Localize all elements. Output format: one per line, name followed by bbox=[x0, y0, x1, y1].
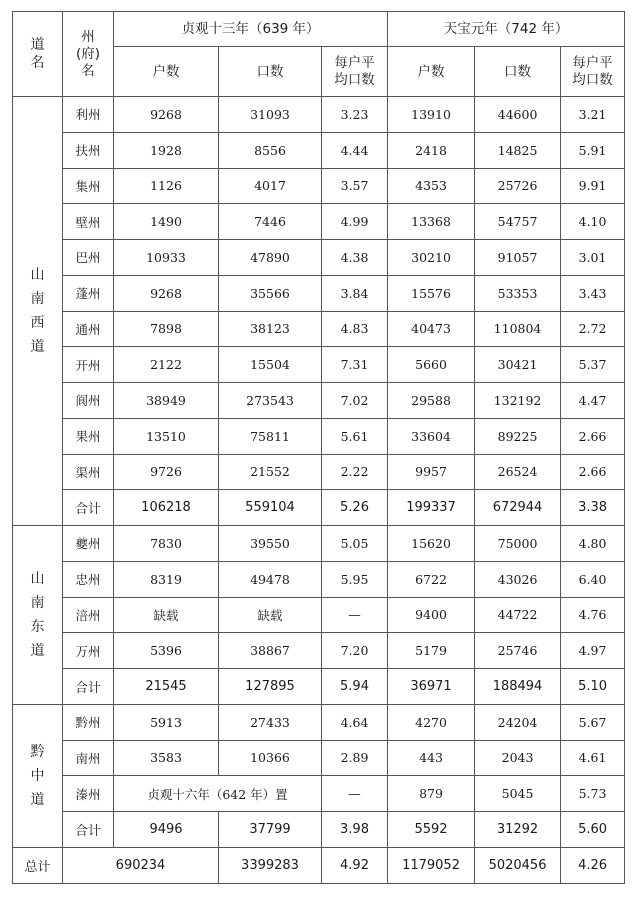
grand-total-row bbox=[13, 847, 625, 883]
kou-2-cell: 54757 bbox=[475, 204, 561, 240]
header-period-tianbao: 天宝元年（742 年） bbox=[388, 12, 625, 47]
hu-2-cell: 30210 bbox=[388, 240, 475, 276]
kou-1-cell: 缺载 bbox=[219, 597, 322, 633]
total-h1-cell: 9496 bbox=[114, 812, 219, 848]
hu-2-cell: 4353 bbox=[388, 168, 475, 204]
header-dao-char: 道 bbox=[30, 37, 45, 53]
avg-1-cell: 4.44 bbox=[322, 132, 388, 168]
zhou-name-cell: 开州 bbox=[63, 347, 114, 383]
avg-2-cell: 5.67 bbox=[561, 704, 625, 740]
zhou-name-cell: 蓬州 bbox=[63, 275, 114, 311]
hu-1-cell: 7898 bbox=[114, 311, 219, 347]
dao-name-char: 南 bbox=[30, 291, 45, 307]
kou-2-cell: 24204 bbox=[475, 704, 561, 740]
total-a2-cell: 5.60 bbox=[561, 812, 625, 848]
kou-1-cell: 47890 bbox=[219, 240, 322, 276]
kou-2-cell: 44722 bbox=[475, 597, 561, 633]
zhou-name-cell: 渠州 bbox=[63, 454, 114, 490]
kou-1-cell: 49478 bbox=[219, 561, 322, 597]
population-table bbox=[12, 11, 625, 884]
total-label-cell: 合计 bbox=[63, 669, 114, 705]
avg-1-cell: 4.83 bbox=[322, 311, 388, 347]
avg-1-cell: — bbox=[322, 776, 388, 812]
total-row bbox=[13, 490, 625, 526]
hu-1-cell: 9268 bbox=[114, 97, 219, 133]
avg-1-cell: 4.38 bbox=[322, 240, 388, 276]
total-a2-cell: 5.10 bbox=[561, 669, 625, 705]
kou-1-cell: 15504 bbox=[219, 347, 322, 383]
avg-2-cell: 3.01 bbox=[561, 240, 625, 276]
total-h1-cell: 21545 bbox=[114, 669, 219, 705]
kou-1-cell: 38867 bbox=[219, 633, 322, 669]
zhou-name-cell: 利州 bbox=[63, 97, 114, 133]
kou-2-cell: 25746 bbox=[475, 633, 561, 669]
avg-1-cell: 2.89 bbox=[322, 740, 388, 776]
avg-2-cell: 5.37 bbox=[561, 347, 625, 383]
avg-2-cell: 4.61 bbox=[561, 740, 625, 776]
hu-1-cell: 1928 bbox=[114, 132, 219, 168]
kou-2-cell: 44600 bbox=[475, 97, 561, 133]
zhou-name-cell: 巴州 bbox=[63, 240, 114, 276]
table-row bbox=[13, 204, 625, 240]
avg-1-cell: 7.31 bbox=[322, 347, 388, 383]
grand-total-a1-cell: 4.92 bbox=[322, 847, 388, 883]
total-h2-cell: 36971 bbox=[388, 669, 475, 705]
avg-2-cell: 6.40 bbox=[561, 561, 625, 597]
hu-2-cell: 33604 bbox=[388, 418, 475, 454]
header-dao bbox=[13, 12, 63, 97]
table-row bbox=[13, 526, 625, 562]
header-zhou-line: 名 bbox=[81, 62, 95, 79]
kou-2-cell: 30421 bbox=[475, 347, 561, 383]
hu-1-cell: 3583 bbox=[114, 740, 219, 776]
header-avg-line: 均口数 bbox=[572, 71, 613, 88]
avg-2-cell: 3.21 bbox=[561, 97, 625, 133]
table-row bbox=[13, 347, 625, 383]
header-period-zhenguan: 贞观十三年（639 年） bbox=[114, 12, 388, 47]
note-cell: 贞观十六年（642 年）置 bbox=[114, 776, 322, 812]
dao-name-char: 南 bbox=[30, 594, 45, 611]
zhou-name-cell: 万州 bbox=[63, 633, 114, 669]
kou-1-cell: 273543 bbox=[219, 383, 322, 419]
avg-2-cell: 2.66 bbox=[561, 418, 625, 454]
kou-2-cell: 91057 bbox=[475, 240, 561, 276]
hu-2-cell: 879 bbox=[388, 776, 475, 812]
total-label-cell: 合计 bbox=[63, 812, 114, 848]
table-row bbox=[13, 383, 625, 419]
avg-1-cell: 4.99 bbox=[322, 204, 388, 240]
table-row bbox=[13, 561, 625, 597]
kou-1-cell: 8556 bbox=[219, 132, 322, 168]
hu-2-cell: 5179 bbox=[388, 633, 475, 669]
zhou-name-cell: 夔州 bbox=[63, 526, 114, 562]
hu-1-cell: 9726 bbox=[114, 454, 219, 490]
avg-1-cell: 5.05 bbox=[322, 526, 388, 562]
dao-name-char: 山 bbox=[30, 570, 45, 587]
avg-2-cell: 4.76 bbox=[561, 597, 625, 633]
table-row bbox=[13, 633, 625, 669]
dao-name-cell bbox=[13, 97, 63, 526]
avg-2-cell: 2.66 bbox=[561, 454, 625, 490]
hu-1-cell: 5396 bbox=[114, 633, 219, 669]
hu-1-cell: 缺载 bbox=[114, 597, 219, 633]
avg-2-cell: 2.72 bbox=[561, 311, 625, 347]
hu-1-cell: 9268 bbox=[114, 275, 219, 311]
hu-2-cell: 4270 bbox=[388, 704, 475, 740]
kou-1-cell: 10366 bbox=[219, 740, 322, 776]
total-row bbox=[13, 669, 625, 705]
table-row bbox=[13, 704, 625, 740]
hu-1-cell: 7830 bbox=[114, 526, 219, 562]
grand-total-h1-cell: 690234 bbox=[63, 847, 219, 883]
hu-2-cell: 15576 bbox=[388, 275, 475, 311]
kou-2-cell: 53353 bbox=[475, 275, 561, 311]
hu-1-cell: 38949 bbox=[114, 383, 219, 419]
zhou-name-cell: 果州 bbox=[63, 418, 114, 454]
total-h1-cell: 106218 bbox=[114, 490, 219, 526]
kou-1-cell: 35566 bbox=[219, 275, 322, 311]
hu-1-cell: 1490 bbox=[114, 204, 219, 240]
kou-2-cell: 5045 bbox=[475, 776, 561, 812]
avg-2-cell: 4.47 bbox=[561, 383, 625, 419]
hu-2-cell: 9957 bbox=[388, 454, 475, 490]
hu-2-cell: 13910 bbox=[388, 97, 475, 133]
avg-2-cell: 9.91 bbox=[561, 168, 625, 204]
zhou-name-cell: 扶州 bbox=[63, 132, 114, 168]
avg-1-cell: 3.57 bbox=[322, 168, 388, 204]
hu-1-cell: 8319 bbox=[114, 561, 219, 597]
avg-1-cell: 7.20 bbox=[322, 633, 388, 669]
table-row bbox=[13, 740, 625, 776]
header-zhou bbox=[63, 12, 114, 97]
total-a1-cell: 5.94 bbox=[322, 669, 388, 705]
kou-1-cell: 4017 bbox=[219, 168, 322, 204]
header-avg-1 bbox=[322, 47, 388, 97]
hu-1-cell: 2122 bbox=[114, 347, 219, 383]
table-row bbox=[13, 168, 625, 204]
table-row bbox=[13, 97, 625, 133]
hu-2-cell: 2418 bbox=[388, 132, 475, 168]
dao-name-char: 黔 bbox=[30, 743, 45, 760]
avg-2-cell: 4.10 bbox=[561, 204, 625, 240]
avg-1-cell: 2.22 bbox=[322, 454, 388, 490]
header-zhou-line: (府) bbox=[75, 45, 101, 62]
zhou-name-cell: 黔州 bbox=[63, 704, 114, 740]
avg-1-cell: 3.84 bbox=[322, 275, 388, 311]
hu-1-cell: 13510 bbox=[114, 418, 219, 454]
header-avg-2 bbox=[561, 47, 625, 97]
header-hu-2: 户数 bbox=[388, 47, 475, 97]
kou-2-cell: 14825 bbox=[475, 132, 561, 168]
hu-1-cell: 10933 bbox=[114, 240, 219, 276]
zhou-name-cell: 溱州 bbox=[63, 776, 114, 812]
dao-name-char: 道 bbox=[30, 339, 45, 355]
avg-1-cell: 4.64 bbox=[322, 704, 388, 740]
zhou-name-cell: 集州 bbox=[63, 168, 114, 204]
total-a2-cell: 3.38 bbox=[561, 490, 625, 526]
kou-1-cell: 31093 bbox=[219, 97, 322, 133]
hu-2-cell: 15620 bbox=[388, 526, 475, 562]
table-row bbox=[13, 132, 625, 168]
total-label-cell: 合计 bbox=[63, 490, 114, 526]
grand-total-label-cell: 总计 bbox=[13, 847, 63, 883]
table-row bbox=[13, 275, 625, 311]
dao-name-char: 道 bbox=[30, 791, 45, 808]
kou-2-cell: 75000 bbox=[475, 526, 561, 562]
kou-2-cell: 2043 bbox=[475, 740, 561, 776]
dao-name-char: 中 bbox=[30, 767, 45, 784]
zhou-name-cell: 南州 bbox=[63, 740, 114, 776]
grand-total-h2-cell: 1179052 bbox=[388, 847, 475, 883]
hu-1-cell: 1126 bbox=[114, 168, 219, 204]
total-k2-cell: 188494 bbox=[475, 669, 561, 705]
header-zhou-line: 州 bbox=[81, 28, 95, 45]
hu-2-cell: 6722 bbox=[388, 561, 475, 597]
hu-2-cell: 443 bbox=[388, 740, 475, 776]
avg-2-cell: 5.73 bbox=[561, 776, 625, 812]
total-a1-cell: 5.26 bbox=[322, 490, 388, 526]
total-k1-cell: 37799 bbox=[219, 812, 322, 848]
kou-2-cell: 89225 bbox=[475, 418, 561, 454]
hu-2-cell: 9400 bbox=[388, 597, 475, 633]
kou-2-cell: 132192 bbox=[475, 383, 561, 419]
hu-2-cell: 29588 bbox=[388, 383, 475, 419]
kou-1-cell: 39550 bbox=[219, 526, 322, 562]
avg-1-cell: 3.23 bbox=[322, 97, 388, 133]
avg-2-cell: 4.80 bbox=[561, 526, 625, 562]
zhou-name-cell: 阆州 bbox=[63, 383, 114, 419]
avg-2-cell: 3.43 bbox=[561, 275, 625, 311]
header-dao-char: 名 bbox=[30, 55, 45, 71]
kou-1-cell: 7446 bbox=[219, 204, 322, 240]
table-row bbox=[13, 418, 625, 454]
kou-2-cell: 26524 bbox=[475, 454, 561, 490]
hu-2-cell: 5660 bbox=[388, 347, 475, 383]
kou-1-cell: 38123 bbox=[219, 311, 322, 347]
kou-1-cell: 75811 bbox=[219, 418, 322, 454]
hu-2-cell: 40473 bbox=[388, 311, 475, 347]
grand-total-k2-cell: 5020456 bbox=[475, 847, 561, 883]
header-hu-1: 户数 bbox=[114, 47, 219, 97]
header-avg-line: 均口数 bbox=[334, 71, 375, 88]
total-row bbox=[13, 812, 625, 848]
dao-name-cell bbox=[13, 526, 63, 705]
avg-1-cell: 5.61 bbox=[322, 418, 388, 454]
dao-name-char: 西 bbox=[30, 315, 45, 331]
kou-2-cell: 43026 bbox=[475, 561, 561, 597]
avg-1-cell: — bbox=[322, 597, 388, 633]
avg-1-cell: 5.95 bbox=[322, 561, 388, 597]
grand-total-k1-cell: 3399283 bbox=[219, 847, 322, 883]
kou-1-cell: 21552 bbox=[219, 454, 322, 490]
avg-2-cell: 4.97 bbox=[561, 633, 625, 669]
table-row bbox=[13, 597, 625, 633]
kou-2-cell: 110804 bbox=[475, 311, 561, 347]
zhou-name-cell: 涪州 bbox=[63, 597, 114, 633]
total-h2-cell: 5592 bbox=[388, 812, 475, 848]
grand-total-a2-cell: 4.26 bbox=[561, 847, 625, 883]
dao-name-cell bbox=[13, 704, 63, 847]
dao-name-char: 东 bbox=[30, 618, 45, 635]
table-row bbox=[13, 311, 625, 347]
header-kou-2: 口数 bbox=[475, 47, 561, 97]
dao-name-char: 道 bbox=[30, 642, 45, 659]
header-kou-1: 口数 bbox=[219, 47, 322, 97]
header-avg-line: 每户平 bbox=[572, 54, 613, 71]
header-avg-line: 每户平 bbox=[334, 54, 375, 71]
kou-1-cell: 27433 bbox=[219, 704, 322, 740]
zhou-name-cell: 通州 bbox=[63, 311, 114, 347]
hu-1-cell: 5913 bbox=[114, 704, 219, 740]
table-row bbox=[13, 240, 625, 276]
kou-2-cell: 25726 bbox=[475, 168, 561, 204]
total-a1-cell: 3.98 bbox=[322, 812, 388, 848]
total-k1-cell: 559104 bbox=[219, 490, 322, 526]
zhou-name-cell: 忠州 bbox=[63, 561, 114, 597]
avg-1-cell: 7.02 bbox=[322, 383, 388, 419]
table-row bbox=[13, 776, 625, 812]
avg-2-cell: 5.91 bbox=[561, 132, 625, 168]
total-k2-cell: 672944 bbox=[475, 490, 561, 526]
hu-2-cell: 13368 bbox=[388, 204, 475, 240]
dao-name-char: 山 bbox=[30, 267, 45, 283]
zhou-name-cell: 壁州 bbox=[63, 204, 114, 240]
total-k2-cell: 31292 bbox=[475, 812, 561, 848]
total-h2-cell: 199337 bbox=[388, 490, 475, 526]
total-k1-cell: 127895 bbox=[219, 669, 322, 705]
table-row bbox=[13, 454, 625, 490]
